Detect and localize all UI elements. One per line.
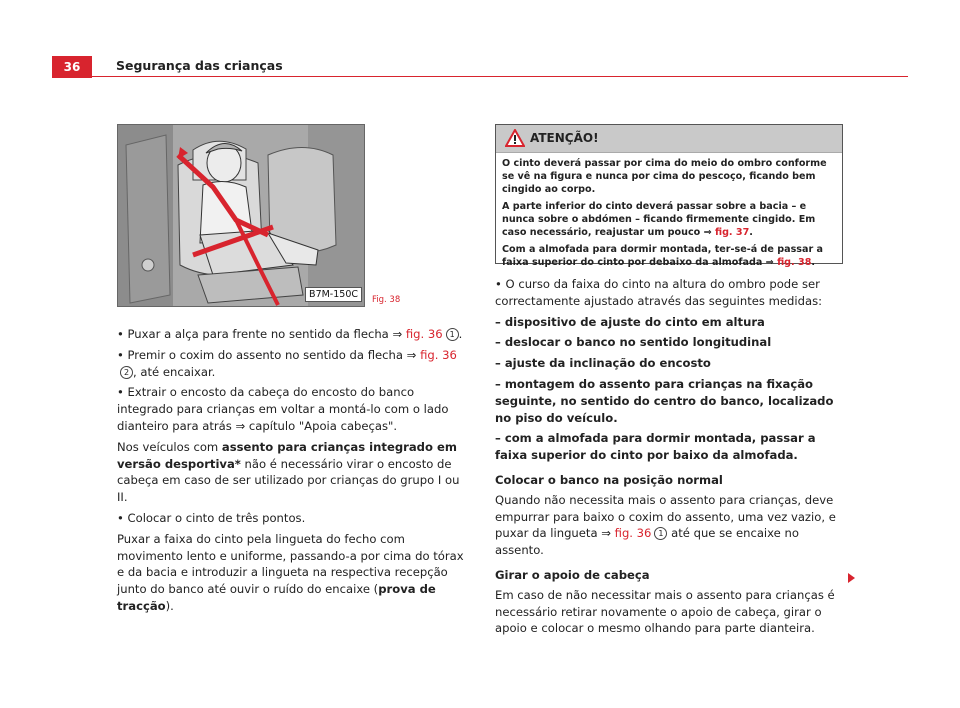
text: , até encaixar.: [133, 364, 216, 379]
right-column: [495, 276, 845, 641]
text: .: [458, 327, 463, 341]
page-title: Segurança das crianças: [116, 58, 283, 73]
warning-title: ATENÇÃO!: [530, 131, 599, 145]
callout-number: 1: [654, 527, 667, 540]
paragraph-intro: • O curso da faixa do cinto na altura do ombro pode ser correctamente ajustado através das seguintes medidas:: [495, 277, 823, 308]
bold-text: assento para crianças integrado em versão desportiva*: [117, 439, 457, 471]
text: .: [749, 227, 753, 238]
section-heading: Girar o apoio de cabeça: [495, 567, 650, 582]
paragraph-normal-position: [495, 492, 845, 559]
text: Com a almofada para dormir montada, ter-se-á de passar a faixa superior do cinto por debaixo da almofada ⇒: [502, 244, 824, 268]
figure-reference[interactable]: fig. 37: [714, 227, 750, 238]
page-number: 36: [52, 56, 92, 78]
text: não é necessário virar o encosto de cabeça em caso de ser utilizado por crianças do grupo I ou II.: [117, 456, 460, 505]
measure-item: – montagem do assento para crianças na fixação seguinte, no sentido do centro do banco, localizado no piso do veículo.: [495, 376, 834, 425]
warning-paragraph: O cinto deverá passar por cima do meio do ombro conforme se vê na figura e nunca por cima do pescoço, ficando bem cingido ao corpo.: [502, 158, 827, 195]
warning-header: [496, 125, 842, 153]
warning-paragraph: [502, 200, 836, 239]
paragraph-pull-belt: [117, 531, 467, 615]
section-heading: Colocar o banco na posição normal: [495, 472, 723, 487]
measure-item: – ajuste da inclinação do encosto: [495, 356, 711, 371]
figure-reference[interactable]: fig. 38: [777, 257, 812, 268]
warning-body: [496, 153, 842, 269]
figure-child-seat-illustration: [117, 124, 365, 307]
paragraph-sport-version: [117, 439, 467, 506]
text: A parte inferior do cinto deverá passar sobre a bacia – e nunca sobre o abdómen – ficando firmemente cingido. Em caso necessário, reajustar um pouco ⇒: [502, 201, 816, 238]
continue-arrow-icon: [848, 573, 855, 583]
paragraph-rotate-headrest: Em caso de não necessitar mais o assento para crianças é necessário retirar novamente o apoio de cabeça, girar o apoio e colocar o mesmo olhando para parte dianteira.: [495, 587, 835, 636]
text: ).: [165, 598, 174, 613]
measure-item: – com a almofada para dormir montada, passar a faixa superior do cinto por baixo da almofada.: [495, 431, 816, 463]
header-rule: [92, 76, 908, 77]
warning-triangle-icon: [505, 129, 525, 147]
left-column: [117, 326, 467, 619]
paragraph-extract-headrest: • Extrair o encosto da cabeça do encosto do banco integrado para crianças em voltar a montá-lo com o lado dianteiro para atrás ⇒ capítulo "Apoia cabeças".: [117, 385, 449, 433]
warning-paragraph: [502, 243, 836, 269]
warning-box: [495, 124, 843, 268]
text: até que se encaixe no assento.: [495, 526, 799, 558]
text: • Premir o coxim do assento no sentido da flecha ⇒: [117, 347, 421, 362]
measure-item: – deslocar o banco no sentido longitudinal: [495, 335, 772, 350]
text: Puxar a faixa do cinto pela lingueta do fecho com movimento lento e uniforme, passando-a por cima do tórax e da bacia e introduzir a lingueta na respectiva recepção junto do banco até ouvir o ruído do encaixe (: [117, 531, 464, 597]
child-seat-drawing: [118, 125, 365, 307]
callout-number: 2: [120, 366, 133, 379]
page-header: [52, 56, 908, 78]
text: • Puxar a alça para frente no sentido da flecha ⇒: [117, 327, 406, 341]
text: Quando não necessita mais o assento para crianças, deve empurrar para baixo o coxim do assento, uma vez vazio, e puxar da lingueta ⇒: [495, 492, 836, 541]
paragraph-press-cushion: [117, 347, 467, 381]
callout-number: 1: [446, 328, 459, 341]
paragraph-fasten-belt: • Colocar o cinto de três pontos.: [117, 510, 306, 525]
measure-item: – dispositivo de ajuste do cinto em altura: [495, 314, 765, 329]
figure-reference[interactable]: fig. 36: [405, 327, 443, 341]
text: .: [811, 257, 816, 268]
text: Nos veículos com: [117, 439, 222, 454]
figure-reference[interactable]: fig. 36: [614, 526, 652, 541]
bold-text: prova de tracção: [117, 582, 436, 613]
figure-code: B7M-150C: [305, 287, 362, 302]
figure-reference[interactable]: fig. 36: [420, 347, 457, 362]
paragraph-pull-strap: [117, 326, 467, 343]
figure-label: Fig. 38: [372, 295, 401, 305]
